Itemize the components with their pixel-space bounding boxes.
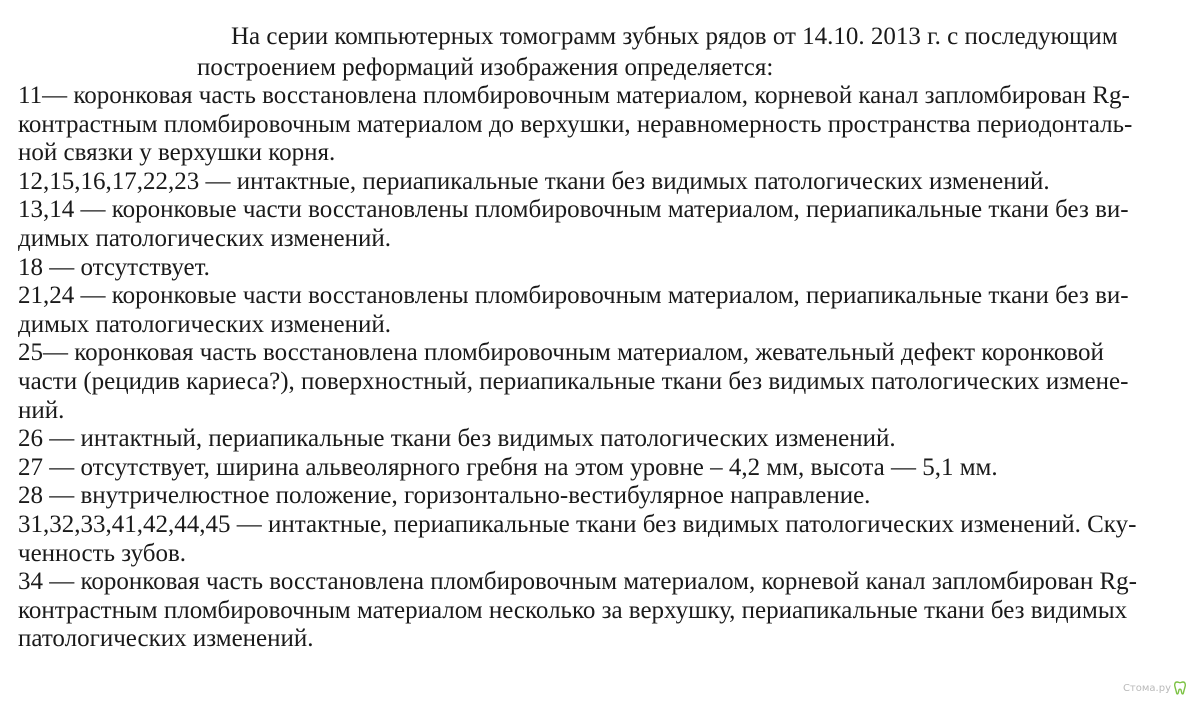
intro-line-1: На серии компьютерных томограмм зубных рядов от 14.10. 2013 г. с последующим [231,23,1118,50]
text-line: димых патологических изменений. [18,224,392,252]
text-line: 34 — коронковая часть восстановлена пломбировочным материалом, корневой канал запломбирован Rg- [18,568,1137,596]
text-line: 31,32,33,41,42,44,45 — интактные, периапикальные ткани без видимых патологических изменений. Ску- [18,510,1137,538]
watermark-text: Стома.ру [1122,682,1171,694]
text-line: части (рецидив кариеса?), поверхностный, периапикальные ткани без видимых патологических измене- [18,367,1129,395]
tooth-icon-outline [1175,682,1186,694]
tooth-icon [1174,681,1186,695]
watermark [1123,681,1186,695]
text-line: 21,24 — коронковые части восстановлены пломбировочным материалом, периапикальные ткани без ви- [18,282,1129,310]
document-body [18,82,1188,654]
intro-line-2: построением реформаций изображения определяется: [197,54,774,81]
text-line: патологических изменений. [18,625,314,653]
text-line: ченность зубов. [18,539,187,567]
text-line: 18 — отсутствует. [18,253,210,281]
text-line: 13,14 — коронковые части восстановлены пломбировочным материалом, периапикальные ткани без ви- [18,196,1129,224]
text-line: контрастным пломбировочным материалом несколько за верхушку, периапикальные ткани без видимых [18,596,1128,624]
text-line: ной связки у верхушки корня. [18,139,336,167]
text-line: 27 — отсутствует, ширина альвеолярного гребня на этом уровне – 4,2 мм, высота — 5,1 мм. [18,453,998,481]
text-line: 12,15,16,17,22,23 — интактные, периапикальные ткани без видимых патологических изменений. [18,167,1050,195]
text-line: 26 — интактный, периапикальные ткани без видимых патологических изменений. [18,425,896,453]
text-line: 28 — внутричелюстное положение, горизонтально-вестибулярное направление. [18,482,871,510]
text-line: ний. [18,396,65,424]
text-line: 11— коронковая часть восстановлена пломбировочным материалом, корневой канал запломбирован Rg- [18,82,1130,109]
text-line: контрастным пломбировочным материалом до верхушки, неравномерность пространства периодонталь- [18,110,1133,138]
text-line: димых патологических изменений. [18,310,392,338]
text-line: 25— коронковая часть восстановлена пломбировочным материалом, жевательный дефект коронковой [18,339,1104,367]
